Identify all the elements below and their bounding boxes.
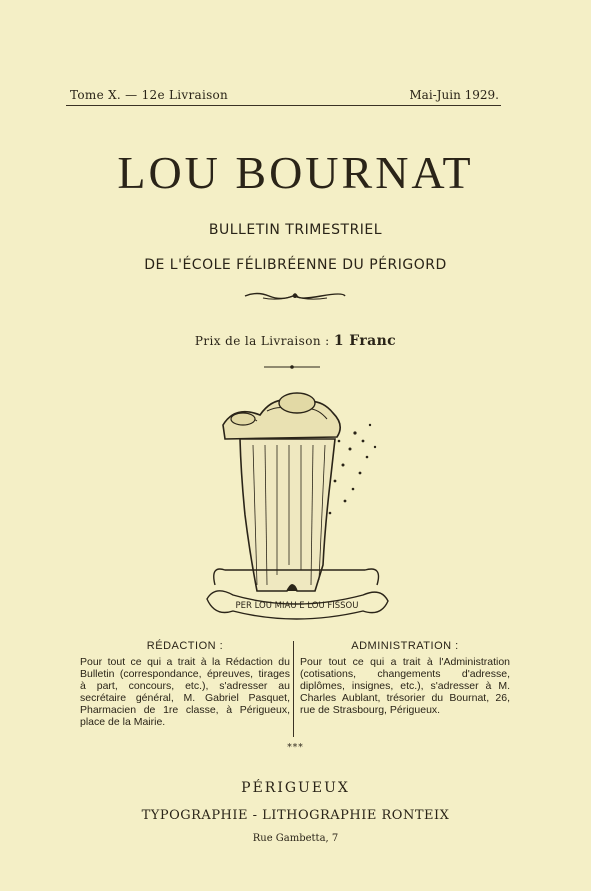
header-rule (66, 105, 501, 106)
footer-city: PÉRIGUEUX (241, 780, 350, 796)
issue-number: Tome X. — 12e Livraison (70, 88, 229, 102)
redaction-section (80, 640, 290, 728)
footer-address: Rue Gambetta, 7 (252, 833, 339, 844)
beehive-emblem-icon (205, 385, 390, 625)
price-label: Prix de la Livraison : (194, 334, 330, 348)
subtitle-line-1: BULLETIN TRIMESTRIEL (208, 222, 383, 238)
issue-date: Mai-Juin 1929. (409, 88, 499, 102)
administration-section (300, 640, 510, 716)
administration-heading: ADMINISTRATION : (351, 640, 459, 652)
emblem-motto: PER LOU MIAU E LOU FISSOU (235, 601, 359, 611)
redaction-text: Pour tout ce qui a trait à la Rédaction du Bulletin (correspondance, épreuves, tirages à part, concours, etc.), s'adresser au secrétaire général, M. Gabriel Pasquet, Pharmacien de 1re classe, à Périgueux, place de la Mairie. (80, 656, 290, 728)
footer-printer: TYPOGRAPHIE - LITHOGRAPHIE RONTEIX (141, 808, 450, 823)
administration-text: Pour tout ce qui a trait à l'Administration (cotisations, changements d'adresse, diplômes, insignes, etc.), s'adresser à M. Charles Aublant, trésorier du Bournat, 26, rue de Strasbourg, Périgueux. (300, 656, 510, 716)
column-divider (293, 641, 294, 737)
journal-title: LOU BOURNAT (117, 147, 474, 198)
subtitle-line-2: DE L'ÉCOLE FÉLIBRÉENNE DU PÉRIGORD (144, 257, 447, 273)
asterism-separator: *** (287, 743, 304, 753)
price-value: 1 Franc (333, 333, 397, 349)
ornament-rule-icon (262, 363, 322, 371)
redaction-heading: RÉDACTION : (146, 640, 224, 652)
ornament-flourish-icon (243, 289, 347, 303)
price-line (0, 333, 591, 349)
